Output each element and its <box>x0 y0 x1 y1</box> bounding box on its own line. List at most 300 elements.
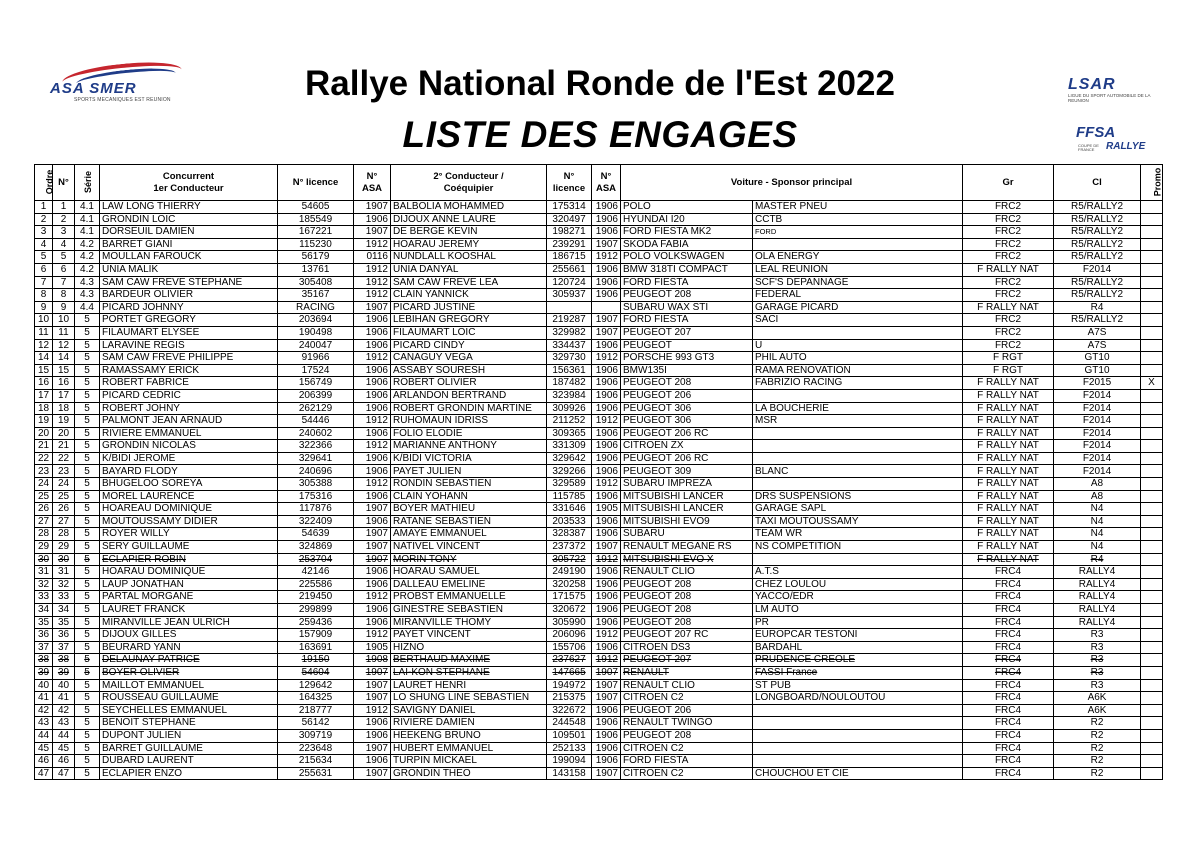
cell-gr: FRC4 <box>963 767 1054 780</box>
cell-asa2: 1906 <box>592 729 621 742</box>
cell-num: 36 <box>53 629 75 642</box>
cell-sponsor: FEDERAL <box>753 289 963 302</box>
cell-promo: X <box>1141 377 1163 390</box>
cell-num: 15 <box>53 364 75 377</box>
cell-ordre: 14 <box>35 352 53 365</box>
cell-ordre: 46 <box>35 755 53 768</box>
cell-cl: R2 <box>1054 767 1141 780</box>
table-row <box>35 692 1163 705</box>
cell-num: 4 <box>53 238 75 251</box>
cell-pilote: PALMONT JEAN ARNAUD <box>100 415 278 428</box>
cell-asa2: 1907 <box>592 238 621 251</box>
cell-cl: R2 <box>1054 755 1141 768</box>
cell-licence: 305388 <box>278 478 354 491</box>
cell-gr: F RALLY NAT <box>963 503 1054 516</box>
table-row <box>35 364 1163 377</box>
cell-asa: 1907 <box>354 742 391 755</box>
cell-ordre: 11 <box>35 326 53 339</box>
cell-asa2: 1912 <box>592 629 621 642</box>
cell-serie: 5 <box>75 553 100 566</box>
cell-pilote: DIJOUX GILLES <box>100 629 278 642</box>
table-row <box>35 226 1163 239</box>
cell-promo <box>1141 566 1163 579</box>
cell-pilote: DUPONT JULIEN <box>100 729 278 742</box>
cell-gr: FRC4 <box>963 616 1054 629</box>
cell-pilote: SERY GUILLAUME <box>100 541 278 554</box>
cell-copilote: SAM CAW FREVE LEA <box>391 276 547 289</box>
cell-serie: 5 <box>75 377 100 390</box>
cell-serie: 5 <box>75 440 100 453</box>
table-row <box>35 578 1163 591</box>
cell-copilote: SAVIGNY DANIEL <box>391 704 547 717</box>
cell-gr: FRC4 <box>963 591 1054 604</box>
cell-pilote: BAYARD FLODY <box>100 465 278 478</box>
table-row <box>35 465 1163 478</box>
table-header-row <box>35 165 1163 201</box>
cell-promo <box>1141 503 1163 516</box>
cell-licence2: 109501 <box>547 729 592 742</box>
cell-promo <box>1141 742 1163 755</box>
cell-pilote: HOARAU DOMINIQUE <box>100 566 278 579</box>
cell-pilote: LAURET FRANCK <box>100 604 278 617</box>
cell-sponsor: DRS SUSPENSIONS <box>753 490 963 503</box>
cell-num: 28 <box>53 528 75 541</box>
cell-sponsor: LA BOUCHERIE <box>753 402 963 415</box>
cell-sponsor: A.T.S <box>753 566 963 579</box>
cell-promo <box>1141 213 1163 226</box>
lsar-logo-text: LSAR <box>1068 76 1116 93</box>
cell-asa2: 1906 <box>592 452 621 465</box>
cell-licence2: 255661 <box>547 263 592 276</box>
cell-licence2: 252133 <box>547 742 592 755</box>
cell-cl: N4 <box>1054 528 1141 541</box>
cell-cl: R5/RALLY2 <box>1054 251 1141 264</box>
cell-cl: A8 <box>1054 490 1141 503</box>
cell-licence: 240047 <box>278 339 354 352</box>
cell-cl: R3 <box>1054 666 1141 679</box>
cell-gr: F RGT <box>963 352 1054 365</box>
cell-gr: F RGT <box>963 364 1054 377</box>
cell-asa2: 1907 <box>592 326 621 339</box>
cell-pilote: BEURARD YANN <box>100 641 278 654</box>
cell-promo <box>1141 251 1163 264</box>
cell-copilote: FOLIO ELODIE <box>391 427 547 440</box>
cell-num: 9 <box>53 301 75 314</box>
cell-serie: 5 <box>75 326 100 339</box>
table-row <box>35 566 1163 579</box>
cell-promo <box>1141 276 1163 289</box>
cell-asa: 1912 <box>354 276 391 289</box>
cell-licence: 262129 <box>278 402 354 415</box>
cell-licence2: 237627 <box>547 654 592 667</box>
cell-voiture: PEUGEOT 208 <box>621 591 753 604</box>
cell-copilote: CANAGUY VEGA <box>391 352 547 365</box>
cell-sponsor: LONGBOARD/NOULOUTOU <box>753 692 963 705</box>
cell-cl: R5/RALLY2 <box>1054 276 1141 289</box>
cell-promo <box>1141 490 1163 503</box>
cell-asa: 1912 <box>354 352 391 365</box>
cell-pilote: ROUSSEAU GUILLAUME <box>100 692 278 705</box>
cell-serie: 5 <box>75 314 100 327</box>
cell-cl: A7S <box>1054 339 1141 352</box>
cell-asa: 1905 <box>354 641 391 654</box>
lsar-logo <box>1068 76 1158 104</box>
cell-num: 34 <box>53 604 75 617</box>
cell-licence2: 175314 <box>547 201 592 214</box>
cell-licence: 240602 <box>278 427 354 440</box>
col-copilote: 2° Conducteur / Coéquipier <box>391 165 547 201</box>
cell-cl: F2014 <box>1054 402 1141 415</box>
cell-voiture: PEUGEOT 206 <box>621 389 753 402</box>
table-row <box>35 704 1163 717</box>
cell-licence: 322409 <box>278 515 354 528</box>
cell-licence2: 334437 <box>547 339 592 352</box>
cell-cl: R4 <box>1054 553 1141 566</box>
cell-cl: F2015 <box>1054 377 1141 390</box>
col-promo: Promo <box>1141 165 1163 201</box>
cell-asa2: 1907 <box>592 767 621 780</box>
cell-num: 39 <box>53 666 75 679</box>
cell-asa2: 1906 <box>592 528 621 541</box>
cell-asa: 1906 <box>354 515 391 528</box>
cell-ordre: 6 <box>35 263 53 276</box>
cell-num: 20 <box>53 427 75 440</box>
cell-num: 22 <box>53 452 75 465</box>
cell-voiture: PEUGEOT 206 RC <box>621 427 753 440</box>
cell-licence2: 187482 <box>547 377 592 390</box>
col-licence: N° licence <box>278 165 354 201</box>
cell-voiture: PEUGEOT 206 <box>621 704 753 717</box>
cell-asa2: 1906 <box>592 591 621 604</box>
cell-serie: 4.4 <box>75 301 100 314</box>
cell-promo <box>1141 201 1163 214</box>
cell-num: 41 <box>53 692 75 705</box>
cell-pilote: LARAVINE REGIS <box>100 339 278 352</box>
table-row <box>35 755 1163 768</box>
cell-gr: FRC4 <box>963 755 1054 768</box>
cell-pilote: MOULLAN FAROUCK <box>100 251 278 264</box>
cell-cl: R5/RALLY2 <box>1054 238 1141 251</box>
cell-gr: FRC4 <box>963 704 1054 717</box>
cell-num: 32 <box>53 578 75 591</box>
cell-copilote: CLAIN YOHANN <box>391 490 547 503</box>
cell-cl: F2014 <box>1054 389 1141 402</box>
cell-pilote: LAW LONG THIERRY <box>100 201 278 214</box>
cell-gr: FRC4 <box>963 641 1054 654</box>
table-row <box>35 478 1163 491</box>
cell-gr: FRC2 <box>963 326 1054 339</box>
table-row <box>35 427 1163 440</box>
cell-gr: FRC2 <box>963 314 1054 327</box>
cell-licence2 <box>547 301 592 314</box>
cell-ordre: 43 <box>35 717 53 730</box>
cell-licence2: 244548 <box>547 717 592 730</box>
cell-promo <box>1141 591 1163 604</box>
table-row <box>35 654 1163 667</box>
cell-sponsor: CHOUCHOU ET CIE <box>753 767 963 780</box>
cell-asa: 1912 <box>354 591 391 604</box>
cell-ordre: 4 <box>35 238 53 251</box>
cell-copilote: RUHOMAUN IDRISS <box>391 415 547 428</box>
cell-cl: R2 <box>1054 717 1141 730</box>
cell-pilote: RIVIERE EMMANUEL <box>100 427 278 440</box>
cell-cl: F2014 <box>1054 440 1141 453</box>
cell-gr: FRC4 <box>963 666 1054 679</box>
cell-asa2: 1907 <box>592 666 621 679</box>
cell-licence2: 156361 <box>547 364 592 377</box>
cell-num: 46 <box>53 755 75 768</box>
cell-gr: FRC4 <box>963 654 1054 667</box>
cell-ordre: 32 <box>35 578 53 591</box>
cell-asa2: 1906 <box>592 578 621 591</box>
cell-gr: F RALLY NAT <box>963 440 1054 453</box>
cell-sponsor: GARAGE PICARD <box>753 301 963 314</box>
col-ordre: Ordre <box>35 165 53 201</box>
cell-pilote: ECLAPIER ENZO <box>100 767 278 780</box>
cell-licence2: 198271 <box>547 226 592 239</box>
cell-sponsor <box>753 440 963 453</box>
cell-sponsor <box>753 452 963 465</box>
cell-asa: 1906 <box>354 389 391 402</box>
cell-promo <box>1141 452 1163 465</box>
cell-pilote: DUBARD LAURENT <box>100 755 278 768</box>
cell-ordre: 3 <box>35 226 53 239</box>
cell-asa: 1906 <box>354 427 391 440</box>
cell-asa2: 1906 <box>592 213 621 226</box>
cell-licence: 329641 <box>278 452 354 465</box>
cell-licence: 255631 <box>278 767 354 780</box>
cell-licence2: 329982 <box>547 326 592 339</box>
cell-ordre: 23 <box>35 465 53 478</box>
table-row <box>35 339 1163 352</box>
cell-sponsor: EUROPCAR TESTONI <box>753 629 963 642</box>
table-row <box>35 402 1163 415</box>
cell-promo <box>1141 289 1163 302</box>
cell-ordre: 38 <box>35 654 53 667</box>
cell-ordre: 15 <box>35 364 53 377</box>
table-row <box>35 452 1163 465</box>
cell-sponsor <box>753 238 963 251</box>
cell-cl: GT10 <box>1054 352 1141 365</box>
cell-num: 19 <box>53 415 75 428</box>
cell-num: 27 <box>53 515 75 528</box>
cell-num: 18 <box>53 402 75 415</box>
cell-licence: 259436 <box>278 616 354 629</box>
cell-num: 37 <box>53 641 75 654</box>
cell-licence2: 120724 <box>547 276 592 289</box>
cell-copilote: UNIA DANYAL <box>391 263 547 276</box>
cell-ordre: 7 <box>35 276 53 289</box>
cell-voiture: CITROEN ZX <box>621 440 753 453</box>
cell-asa2: 1907 <box>592 314 621 327</box>
cell-ordre: 24 <box>35 478 53 491</box>
cell-num: 11 <box>53 326 75 339</box>
cell-promo <box>1141 553 1163 566</box>
cell-sponsor: LM AUTO <box>753 604 963 617</box>
cell-num: 44 <box>53 729 75 742</box>
cell-promo <box>1141 679 1163 692</box>
cell-sponsor: YACCO/EDR <box>753 591 963 604</box>
cell-sponsor <box>753 553 963 566</box>
cell-promo <box>1141 629 1163 642</box>
cell-licence: 91966 <box>278 352 354 365</box>
cell-licence2: 199094 <box>547 755 592 768</box>
cell-serie: 5 <box>75 452 100 465</box>
cell-copilote: HOARAU SAMUEL <box>391 566 547 579</box>
cell-gr: FRC2 <box>963 213 1054 226</box>
cell-promo <box>1141 654 1163 667</box>
cell-voiture: PEUGEOT 208 <box>621 289 753 302</box>
cell-asa: 1906 <box>354 465 391 478</box>
table-row <box>35 276 1163 289</box>
cell-cl: RALLY4 <box>1054 616 1141 629</box>
cell-asa2: 1906 <box>592 440 621 453</box>
cell-serie: 5 <box>75 427 100 440</box>
cell-asa: 1912 <box>354 289 391 302</box>
cell-gr: F RALLY NAT <box>963 465 1054 478</box>
cell-licence: 17524 <box>278 364 354 377</box>
cell-cl: F2014 <box>1054 263 1141 276</box>
cell-asa2: 1906 <box>592 641 621 654</box>
cell-sponsor: FORD <box>753 226 963 239</box>
cell-num: 8 <box>53 289 75 302</box>
cell-serie: 4.2 <box>75 238 100 251</box>
cell-voiture: RENAULT CLIO <box>621 679 753 692</box>
cell-voiture: PEUGEOT <box>621 339 753 352</box>
table-row <box>35 641 1163 654</box>
cell-num: 35 <box>53 616 75 629</box>
cell-serie: 5 <box>75 604 100 617</box>
cell-voiture: MITSUBISHI LANCER <box>621 490 753 503</box>
cell-asa: 1906 <box>354 729 391 742</box>
cell-ordre: 37 <box>35 641 53 654</box>
cell-voiture: MITSUBISHI LANCER <box>621 503 753 516</box>
cell-asa2: 1906 <box>592 276 621 289</box>
cell-voiture: PEUGEOT 309 <box>621 465 753 478</box>
table-row <box>35 251 1163 264</box>
cell-promo <box>1141 415 1163 428</box>
cell-pilote: ROYER WILLY <box>100 528 278 541</box>
cell-gr: F RALLY NAT <box>963 415 1054 428</box>
cell-promo <box>1141 263 1163 276</box>
cell-asa: 1906 <box>354 566 391 579</box>
cell-sponsor: MASTER PNEU <box>753 201 963 214</box>
cell-licence: 42146 <box>278 566 354 579</box>
cell-copilote: DE BERGE KEVIN <box>391 226 547 239</box>
cell-licence2: 305722 <box>547 553 592 566</box>
cell-sponsor <box>753 427 963 440</box>
cell-asa2: 1905 <box>592 503 621 516</box>
cell-asa: 1906 <box>354 364 391 377</box>
cell-gr: F RALLY NAT <box>963 490 1054 503</box>
cell-asa: 1912 <box>354 415 391 428</box>
cell-cl: A8 <box>1054 478 1141 491</box>
cell-promo <box>1141 364 1163 377</box>
cell-voiture: BMW135I <box>621 364 753 377</box>
cell-asa2: 1906 <box>592 755 621 768</box>
cell-asa: 1906 <box>354 377 391 390</box>
cell-licence2: 309365 <box>547 427 592 440</box>
cell-gr: FRC4 <box>963 679 1054 692</box>
cell-promo <box>1141 301 1163 314</box>
cell-promo <box>1141 578 1163 591</box>
cell-num: 17 <box>53 389 75 402</box>
cell-ordre: 42 <box>35 704 53 717</box>
cell-licence2: 171575 <box>547 591 592 604</box>
cell-copilote: RATANE SEBASTIEN <box>391 515 547 528</box>
cell-ordre: 18 <box>35 402 53 415</box>
cell-licence2: 323984 <box>547 389 592 402</box>
cell-promo <box>1141 692 1163 705</box>
cell-voiture: PEUGEOT 208 <box>621 578 753 591</box>
cell-cl: F2014 <box>1054 427 1141 440</box>
cell-num: 5 <box>53 251 75 264</box>
cell-asa: 1907 <box>354 301 391 314</box>
cell-asa: 1906 <box>354 755 391 768</box>
cell-licence2: 249190 <box>547 566 592 579</box>
cell-cl: A7S <box>1054 326 1141 339</box>
cell-copilote: HIZNO <box>391 641 547 654</box>
cell-licence: 56179 <box>278 251 354 264</box>
cell-sponsor: TAXI MOUTOUSSAMY <box>753 515 963 528</box>
cell-voiture: MITSUBISHI EVO X <box>621 553 753 566</box>
ffsa-logo-subtitle: COUPE DE FRANCE <box>1078 143 1099 152</box>
cell-copilote: ROBERT OLIVIER <box>391 377 547 390</box>
cell-serie: 5 <box>75 465 100 478</box>
cell-asa2: 1912 <box>592 654 621 667</box>
table-row <box>35 301 1163 314</box>
cell-promo <box>1141 729 1163 742</box>
cell-sponsor: TEAM WR <box>753 528 963 541</box>
col-cl: Cl <box>1054 165 1141 201</box>
cell-asa2: 1907 <box>592 679 621 692</box>
table-row <box>35 629 1163 642</box>
cell-pilote: K/BIDI JEROME <box>100 452 278 465</box>
cell-asa2: 1906 <box>592 339 621 352</box>
cell-ordre: 31 <box>35 566 53 579</box>
cell-cl: R4 <box>1054 301 1141 314</box>
cell-sponsor: SCF'S DEPANNAGE <box>753 276 963 289</box>
cell-gr: F RALLY NAT <box>963 301 1054 314</box>
cell-asa: 1906 <box>354 616 391 629</box>
cell-pilote: MIRANVILLE JEAN ULRICH <box>100 616 278 629</box>
cell-asa: 1906 <box>354 717 391 730</box>
cell-serie: 5 <box>75 389 100 402</box>
cell-voiture: BMW 318TI COMPACT <box>621 263 753 276</box>
cell-licence2: 320672 <box>547 604 592 617</box>
cell-sponsor: FABRIZIO RACING <box>753 377 963 390</box>
cell-licence2: 143158 <box>547 767 592 780</box>
cell-licence: 54639 <box>278 528 354 541</box>
cell-voiture: FORD FIESTA <box>621 314 753 327</box>
cell-asa: 1908 <box>354 654 391 667</box>
cell-voiture: CITROEN DS3 <box>621 641 753 654</box>
cell-promo <box>1141 528 1163 541</box>
cell-num: 33 <box>53 591 75 604</box>
cell-serie: 5 <box>75 352 100 365</box>
cell-promo <box>1141 616 1163 629</box>
cell-sponsor: CHEZ LOULOU <box>753 578 963 591</box>
cell-serie: 5 <box>75 578 100 591</box>
logo-left-name: ASA SMER <box>50 80 137 97</box>
cell-serie: 5 <box>75 503 100 516</box>
cell-asa2: 1906 <box>592 389 621 402</box>
table-row <box>35 314 1163 327</box>
cell-gr: F RALLY NAT <box>963 528 1054 541</box>
cell-voiture: POLO <box>621 201 753 214</box>
cell-licence2: 237372 <box>547 541 592 554</box>
cell-ordre: 29 <box>35 541 53 554</box>
